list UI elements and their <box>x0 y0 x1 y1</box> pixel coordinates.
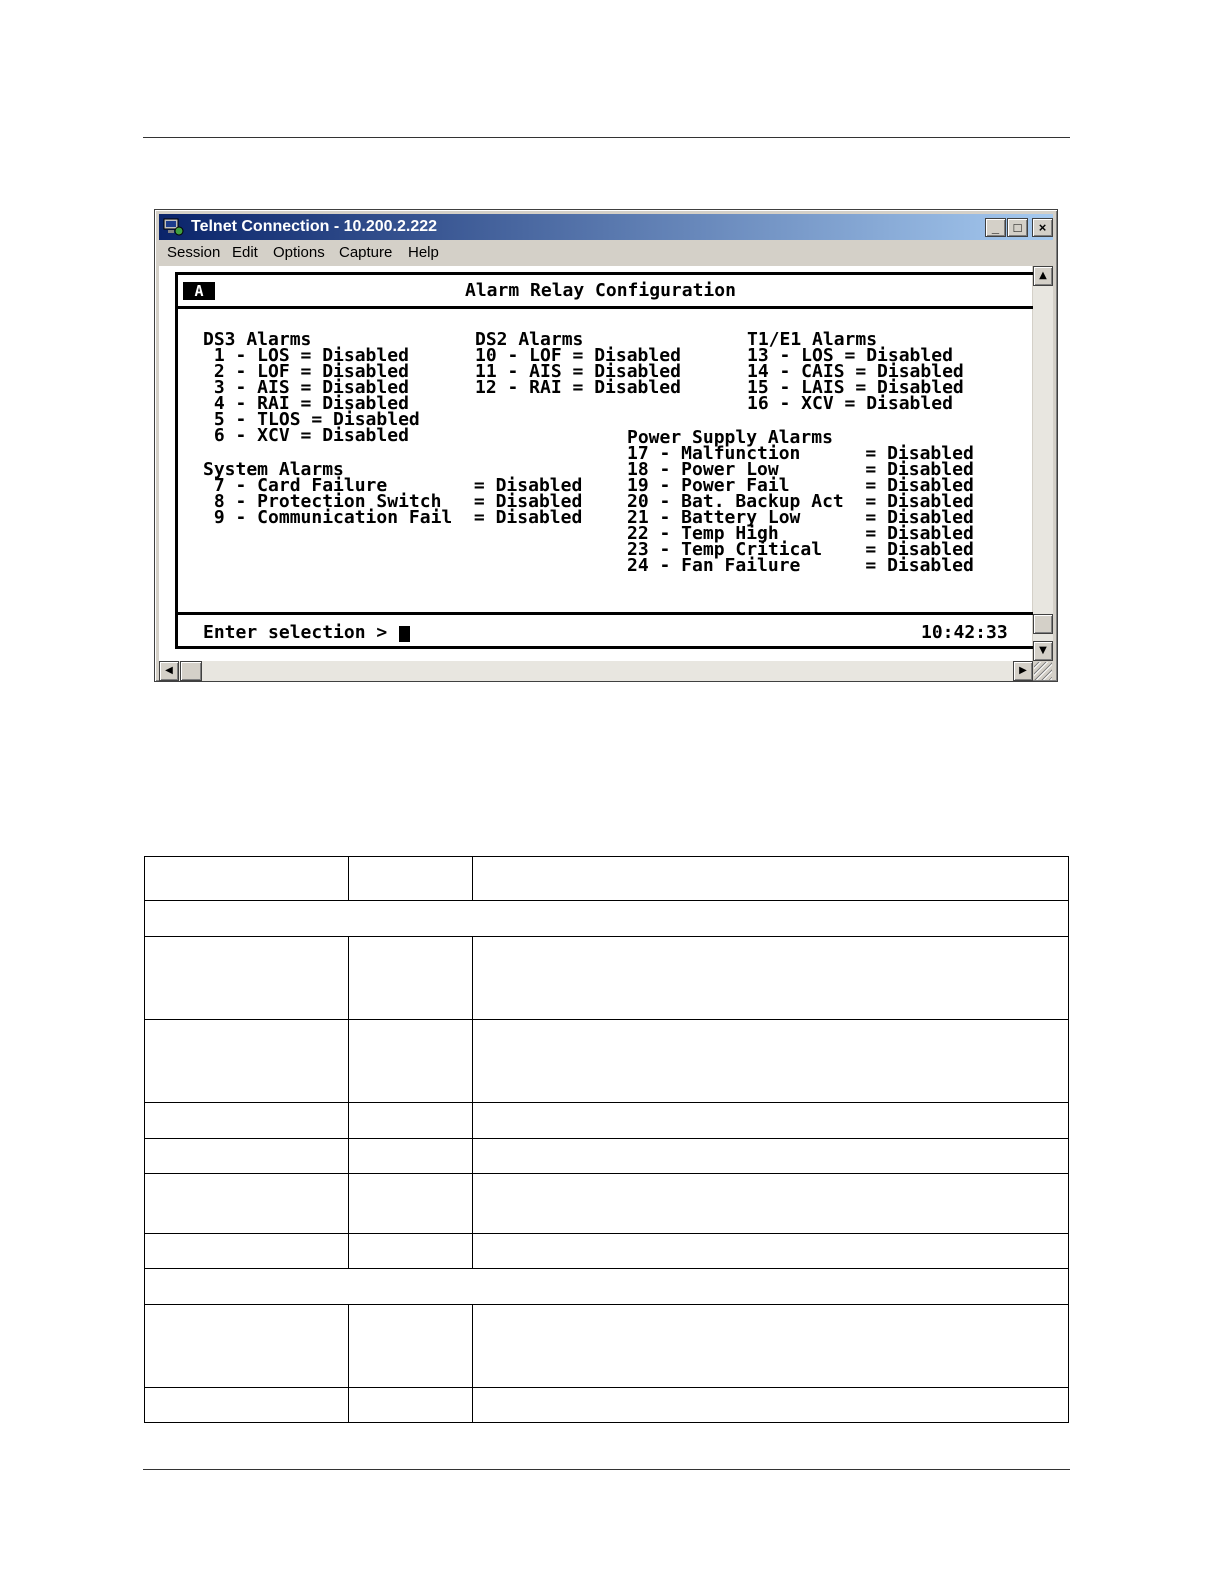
power-title: Power Supply Alarms <box>627 427 833 448</box>
frame-line <box>175 272 1036 275</box>
minimize-button[interactable]: _ <box>985 218 1006 237</box>
scroll-left-button[interactable]: ◀ <box>159 661 179 681</box>
ds2-option-11: 11 - AIS = Disabled <box>475 361 681 382</box>
ds3-option-2: 2 - LOF = Disabled <box>203 361 409 382</box>
table-cell <box>145 1234 349 1269</box>
table-cell <box>473 1103 1069 1139</box>
table-row <box>145 1139 1069 1174</box>
power-option-23: 23 - Temp Critical = Disabled <box>627 539 974 560</box>
t1e1-title: T1/E1 Alarms <box>747 329 878 350</box>
power-option-19: 19 - Power Fail = Disabled <box>627 475 974 496</box>
ds3-option-5: 5 - TLOS = Disabled <box>203 409 420 430</box>
menu-edit[interactable]: Edit <box>232 244 258 261</box>
table-section-row <box>145 901 1069 937</box>
telnet-window <box>154 209 1058 682</box>
table-row <box>145 1174 1069 1234</box>
clock: 10:42:33 <box>921 622 1008 643</box>
table-cell <box>349 1103 473 1139</box>
menu-help[interactable]: Help <box>408 244 439 261</box>
frame-line <box>175 306 1036 309</box>
menu-capture[interactable]: Capture <box>339 244 393 261</box>
t1e1-option-14: 14 - CAIS = Disabled <box>747 361 964 382</box>
horizontal-scrollbar[interactable] <box>159 661 1033 681</box>
system-option-8: 8 - Protection Switch = Disabled <box>203 491 583 512</box>
title-bar[interactable] <box>159 214 1053 240</box>
table-cell <box>145 1305 349 1388</box>
table-row <box>145 937 1069 1020</box>
menu-bar <box>159 241 1053 265</box>
table-cell <box>473 937 1069 1020</box>
table-cell <box>349 1020 473 1103</box>
table-section-row <box>145 1269 1069 1305</box>
alarm-table <box>144 856 1069 1423</box>
table-cell <box>349 857 473 901</box>
table-cell <box>473 1234 1069 1269</box>
table-cell <box>349 1139 473 1174</box>
table-cell <box>473 1174 1069 1234</box>
vertical-scrollbar[interactable] <box>1033 266 1053 661</box>
table-cell <box>349 1388 473 1423</box>
table-cell <box>145 1174 349 1234</box>
menu-session[interactable]: Session <box>167 244 221 261</box>
close-button[interactable]: × <box>1032 218 1053 237</box>
power-option-22: 22 - Temp High = Disabled <box>627 523 974 544</box>
table-cell <box>473 857 1069 901</box>
scroll-down-button[interactable]: ▼ <box>1033 641 1053 661</box>
power-option-21: 21 - Battery Low = Disabled <box>627 507 974 528</box>
table-cell <box>145 937 349 1020</box>
telnet-app-icon <box>163 217 185 237</box>
power-option-17: 17 - Malfunction = Disabled <box>627 443 974 464</box>
table-cell <box>145 857 349 901</box>
horizontal-scroll-thumb[interactable] <box>180 661 202 681</box>
ds3-option-3: 3 - AIS = Disabled <box>203 377 409 398</box>
ds2-option-12: 12 - RAI = Disabled <box>475 377 681 398</box>
ds2-title: DS2 Alarms <box>475 329 584 350</box>
table-cell <box>349 1174 473 1234</box>
system-option-9: 9 - Communication Fail = Disabled <box>203 507 583 528</box>
table-cell <box>349 1234 473 1269</box>
table-cell <box>473 1388 1069 1423</box>
ds3-option-4: 4 - RAI = Disabled <box>203 393 409 414</box>
frame-line <box>175 272 178 648</box>
ds3-option-1: 1 - LOS = Disabled <box>203 345 409 366</box>
power-option-24: 24 - Fan Failure = Disabled <box>627 555 974 576</box>
table-row <box>145 1103 1069 1139</box>
resize-grip[interactable] <box>1034 662 1052 680</box>
frame-line <box>175 646 1036 649</box>
maximize-button[interactable]: □ <box>1007 218 1028 237</box>
table-row <box>145 1388 1069 1423</box>
table-cell <box>349 937 473 1020</box>
screen-tag: A <box>183 282 215 300</box>
system-title: System Alarms <box>203 459 344 480</box>
menu-options[interactable]: Options <box>273 244 325 261</box>
t1e1-option-15: 15 - LAIS = Disabled <box>747 377 964 398</box>
terminal-screen[interactable] <box>159 266 1032 661</box>
text-cursor[interactable] <box>399 626 410 642</box>
table-cell <box>145 1139 349 1174</box>
window-title: Telnet Connection - 10.200.2.222 <box>191 218 438 235</box>
table-cell <box>145 1020 349 1103</box>
table-cell <box>473 1020 1069 1103</box>
table-row <box>145 1020 1069 1103</box>
table-row <box>145 1234 1069 1269</box>
vertical-scroll-thumb[interactable] <box>1033 614 1053 634</box>
selection-prompt: Enter selection > <box>203 622 388 643</box>
screen-heading: Alarm Relay Configuration <box>465 280 736 301</box>
ds2-option-10: 10 - LOF = Disabled <box>475 345 681 366</box>
table-cell <box>473 1139 1069 1174</box>
table-cell <box>473 1305 1069 1388</box>
table-cell <box>145 1269 1069 1305</box>
table-header-row <box>145 857 1069 901</box>
table-cell <box>145 1388 349 1423</box>
ds3-option-6: 6 - XCV = Disabled <box>203 425 409 446</box>
power-option-20: 20 - Bat. Backup Act = Disabled <box>627 491 974 512</box>
footer-rule <box>143 1469 1070 1470</box>
header-rule <box>143 137 1070 138</box>
table-cell <box>349 1305 473 1388</box>
system-option-7: 7 - Card Failure = Disabled <box>203 475 583 496</box>
frame-line <box>175 612 1036 615</box>
t1e1-option-13: 13 - LOS = Disabled <box>747 345 953 366</box>
power-option-18: 18 - Power Low = Disabled <box>627 459 974 480</box>
t1e1-option-16: 16 - XCV = Disabled <box>747 393 953 414</box>
table-cell <box>145 901 1069 937</box>
scroll-right-button[interactable]: ▶ <box>1013 661 1033 681</box>
table-row <box>145 1305 1069 1388</box>
ds3-title: DS3 Alarms <box>203 329 312 350</box>
table-cell <box>145 1103 349 1139</box>
scroll-up-button[interactable]: ▲ <box>1033 266 1053 286</box>
